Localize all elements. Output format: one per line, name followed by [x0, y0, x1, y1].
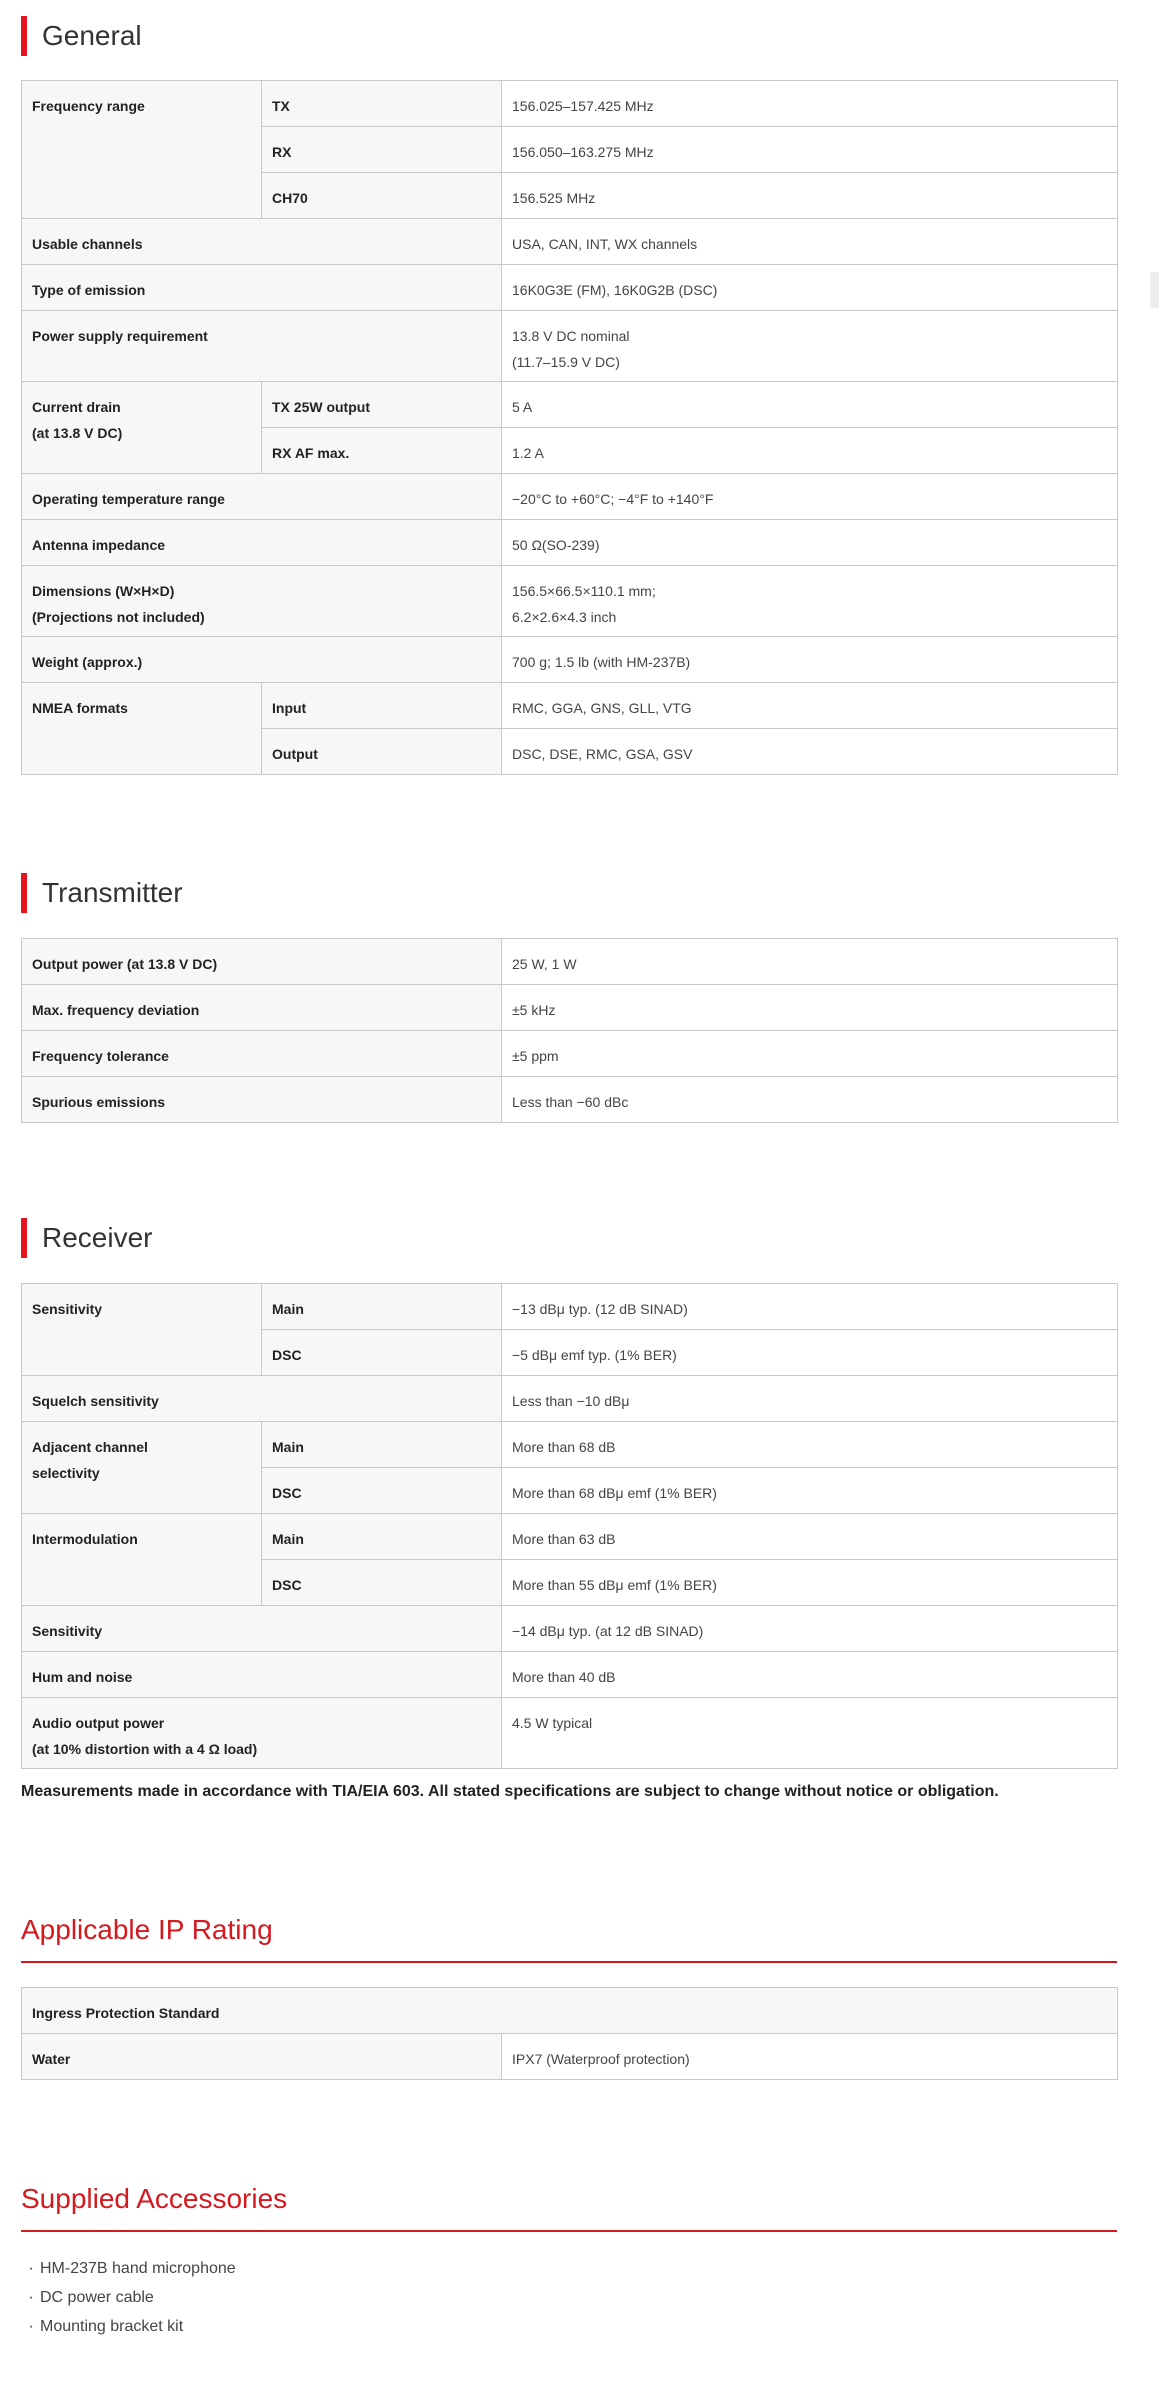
- section-title-transmitter: Transmitter: [21, 873, 183, 913]
- section-title-receiver: Receiver: [21, 1218, 152, 1258]
- freq-range-label: Frequency range: [22, 81, 262, 219]
- tx-row-value: ±5 kHz: [502, 985, 1118, 1031]
- rx-sens-main-label: Main: [262, 1284, 502, 1330]
- accessory-label: DC power cable: [40, 2289, 154, 2306]
- current-drain-label-line1: Current drain: [32, 399, 121, 415]
- measurement-note: Measurements made in accordance with TIA/EIA 603. All stated specifications are subject to change without notice or obligation.: [21, 1783, 999, 1800]
- inter-main-label: Main: [262, 1514, 502, 1560]
- adjacent-channel-label-line2: selectivity: [32, 1465, 100, 1481]
- freq-rx-label: RX: [262, 127, 502, 173]
- weight-value: 700 g; 1.5 lb (with HM-237B): [502, 637, 1118, 683]
- power-supply-value-line1: 13.8 V DC nominal: [512, 328, 630, 344]
- weight-label: Weight (approx.): [22, 637, 502, 683]
- receiver-spec-table: [21, 1283, 1118, 1769]
- usable-channels-label: Usable channels: [22, 219, 502, 265]
- dimensions-label: [22, 566, 502, 637]
- nmea-output-label: Output: [262, 729, 502, 775]
- antenna-label: Antenna impedance: [22, 520, 502, 566]
- list-item: [21, 2312, 236, 2341]
- drain-tx-label: TX 25W output: [262, 382, 502, 428]
- freq-ch70-label: CH70: [262, 173, 502, 219]
- ip-water-label: Water: [22, 2034, 502, 2080]
- general-spec-table: [21, 80, 1118, 775]
- tx-row-label: Output power (at 13.8 V DC): [22, 939, 502, 985]
- adjacent-channel-label: [22, 1422, 262, 1514]
- intermodulation-label: Intermodulation: [22, 1514, 262, 1606]
- ip-rating-table: [21, 1987, 1118, 2080]
- dimensions-value-line1: 156.5×66.5×110.1 mm;: [512, 583, 656, 599]
- freq-rx-value: 156.050–163.275 MHz: [502, 127, 1118, 173]
- hum-noise-value: More than 40 dB: [502, 1652, 1118, 1698]
- current-drain-label: [22, 382, 262, 474]
- nmea-input-value: RMC, GGA, GNS, GLL, VTG: [502, 683, 1118, 729]
- drain-tx-value: 5 A: [502, 382, 1118, 428]
- dimensions-label-line1: Dimensions (W×H×D): [32, 583, 175, 599]
- adj-dsc-value: More than 68 dBμ emf (1% BER): [502, 1468, 1118, 1514]
- accessories-list: [21, 2254, 236, 2341]
- freq-tx-label: TX: [262, 81, 502, 127]
- audio-output-label-line1: Audio output power: [32, 1715, 165, 1731]
- section-title-accessories: Supplied Accessories: [21, 2179, 1117, 2232]
- audio-output-label-line2: (at 10% distortion with a 4 Ω load): [32, 1741, 258, 1757]
- ip-water-value: IPX7 (Waterproof protection): [502, 2034, 1118, 2080]
- dimensions-value: [502, 566, 1118, 637]
- nmea-label: NMEA formats: [22, 683, 262, 775]
- power-supply-value: [502, 311, 1118, 382]
- tx-row-label: Max. frequency deviation: [22, 985, 502, 1031]
- squelch-value: Less than −10 dBμ: [502, 1376, 1118, 1422]
- rx-sensitivity2-label: Sensitivity: [22, 1606, 502, 1652]
- section-title-general: General: [21, 16, 142, 56]
- inter-dsc-label: DSC: [262, 1560, 502, 1606]
- drain-rx-value: 1.2 A: [502, 428, 1118, 474]
- emission-value: 16K0G3E (FM), 16K0G2B (DSC): [502, 265, 1118, 311]
- usable-channels-value: USA, CAN, INT, WX channels: [502, 219, 1118, 265]
- nmea-input-label: Input: [262, 683, 502, 729]
- list-item: [21, 2254, 236, 2283]
- list-item: [21, 2283, 236, 2312]
- tx-row-label: Frequency tolerance: [22, 1031, 502, 1077]
- bullet-icon: ・: [25, 2262, 38, 2276]
- rx-sensitivity-label: Sensitivity: [22, 1284, 262, 1376]
- side-scroll-tab[interactable]: [1150, 272, 1159, 308]
- rx-sens-dsc-label: DSC: [262, 1330, 502, 1376]
- accessory-label: HM-237B hand microphone: [40, 2260, 236, 2277]
- temp-range-value: −20°C to +60°C; −4°F to +140°F: [502, 474, 1118, 520]
- temp-range-label: Operating temperature range: [22, 474, 502, 520]
- adj-main-label: Main: [262, 1422, 502, 1468]
- adjacent-channel-label-line1: Adjacent channel: [32, 1439, 148, 1455]
- freq-ch70-value: 156.525 MHz: [502, 173, 1118, 219]
- accessory-label: Mounting bracket kit: [40, 2318, 184, 2335]
- inter-main-value: More than 63 dB: [502, 1514, 1118, 1560]
- power-supply-value-line2: (11.7–15.9 V DC): [512, 354, 620, 370]
- freq-tx-value: 156.025–157.425 MHz: [502, 81, 1118, 127]
- section-title-ip-rating: Applicable IP Rating: [21, 1910, 1117, 1963]
- dimensions-label-line2: (Projections not included): [32, 609, 205, 625]
- audio-output-value: 4.5 W typical: [502, 1698, 1118, 1769]
- current-drain-label-line2: (at 13.8 V DC): [32, 425, 123, 441]
- drain-rx-label: RX AF max.: [262, 428, 502, 474]
- emission-label: Type of emission: [22, 265, 502, 311]
- bullet-icon: ・: [25, 2320, 38, 2334]
- adj-dsc-label: DSC: [262, 1468, 502, 1514]
- tx-row-value: ±5 ppm: [502, 1031, 1118, 1077]
- audio-output-label: [22, 1698, 502, 1769]
- transmitter-spec-table: [21, 938, 1118, 1123]
- rx-sens-main-value: −13 dBμ typ. (12 dB SINAD): [502, 1284, 1118, 1330]
- nmea-output-value: DSC, DSE, RMC, GSA, GSV: [502, 729, 1118, 775]
- bullet-icon: ・: [25, 2291, 38, 2305]
- ip-standard-header: Ingress Protection Standard: [22, 1988, 1118, 2034]
- rx-sens-dsc-value: −5 dBμ emf typ. (1% BER): [502, 1330, 1118, 1376]
- adj-main-value: More than 68 dB: [502, 1422, 1118, 1468]
- tx-row-value: 25 W, 1 W: [502, 939, 1118, 985]
- antenna-value: 50 Ω(SO-239): [502, 520, 1118, 566]
- tx-row-value: Less than −60 dBc: [502, 1077, 1118, 1123]
- dimensions-value-line2: 6.2×2.6×4.3 inch: [512, 609, 617, 625]
- tx-row-label: Spurious emissions: [22, 1077, 502, 1123]
- squelch-label: Squelch sensitivity: [22, 1376, 502, 1422]
- power-supply-label: Power supply requirement: [22, 311, 502, 382]
- rx-sensitivity2-value: −14 dBμ typ. (at 12 dB SINAD): [502, 1606, 1118, 1652]
- hum-noise-label: Hum and noise: [22, 1652, 502, 1698]
- inter-dsc-value: More than 55 dBμ emf (1% BER): [502, 1560, 1118, 1606]
